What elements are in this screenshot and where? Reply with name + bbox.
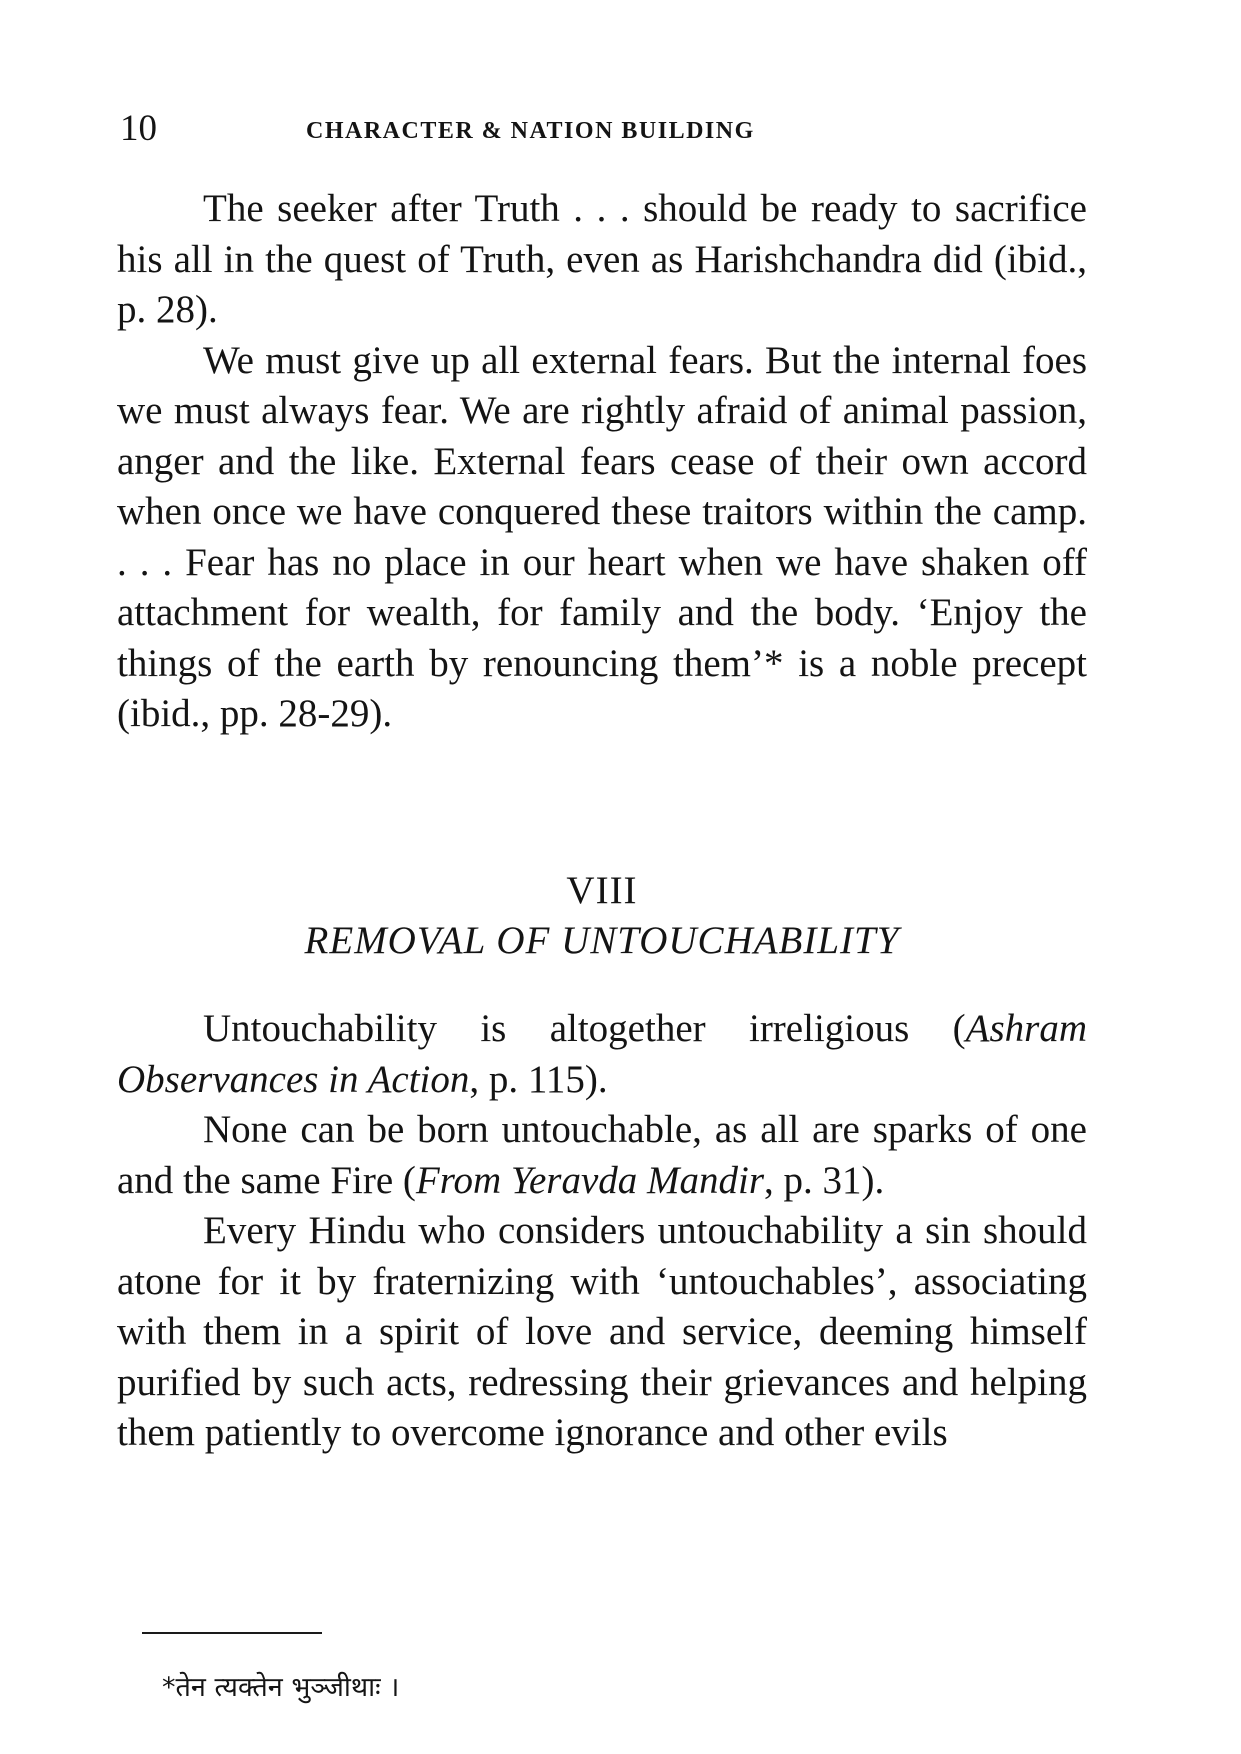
footnote-divider bbox=[142, 1632, 322, 1634]
paragraph-sparks-of-fire bbox=[117, 1105, 1087, 1206]
source-title: From Yeravda Mandir bbox=[415, 1158, 765, 1202]
paragraph-text: , p. 115). bbox=[469, 1057, 608, 1101]
body-text-top bbox=[117, 184, 1087, 740]
paragraph-text: Untouchability is altogether irreligious ( bbox=[203, 1007, 966, 1050]
paragraph-external-fears: We must give up all external fears. But the internal foes we must always fear. We are rightly afraid of animal passion, anger and the like. External fears cease of their own accord when once we have conquered these traitors within the camp. . . . Fear has no place in our heart when we have shaken off attachment for wealth, for family and the body. ‘Enjoy the things of the earth by renouncing them’* is a noble precept (ibid., pp. 28-29). bbox=[117, 338, 1087, 735]
source-title: Ashram Observances in Action bbox=[117, 1007, 1087, 1101]
paragraph-untouchability-irreligious bbox=[117, 1004, 1087, 1105]
paragraph-every-hindu: Every Hindu who considers untouchability a sin should atone for it by fraternizing with ‘untouchables’, associating with them in a spirit of love and service, deeming himself purified by such acts, redressing their grievances and helping them patiently to overcome ignorance and other evils bbox=[117, 1209, 1087, 1454]
footnote-sanskrit: *तेन त्यक्तेन भुञ्जीथाः । bbox=[162, 1672, 400, 1703]
paragraph-text: None can be born untouchable, as all are sparks of one and the same Fire ( bbox=[117, 1108, 1087, 1202]
body-text-bottom bbox=[117, 1004, 1087, 1459]
running-head: CHARACTER & NATION BUILDING bbox=[306, 118, 755, 144]
page-number: 10 bbox=[120, 108, 157, 149]
section-title: REMOVAL OF UNTOUCHABILITY bbox=[304, 919, 900, 962]
paragraph-text: , p. 31). bbox=[764, 1158, 885, 1202]
section-number: VIII bbox=[566, 869, 638, 912]
page-header bbox=[120, 104, 1100, 154]
paragraph-seeker-after-truth: The seeker after Truth . . . should be ready to sacrifice his all in the quest of Truth, even as Harishchandra did (ibid., p. 28). bbox=[117, 187, 1087, 331]
